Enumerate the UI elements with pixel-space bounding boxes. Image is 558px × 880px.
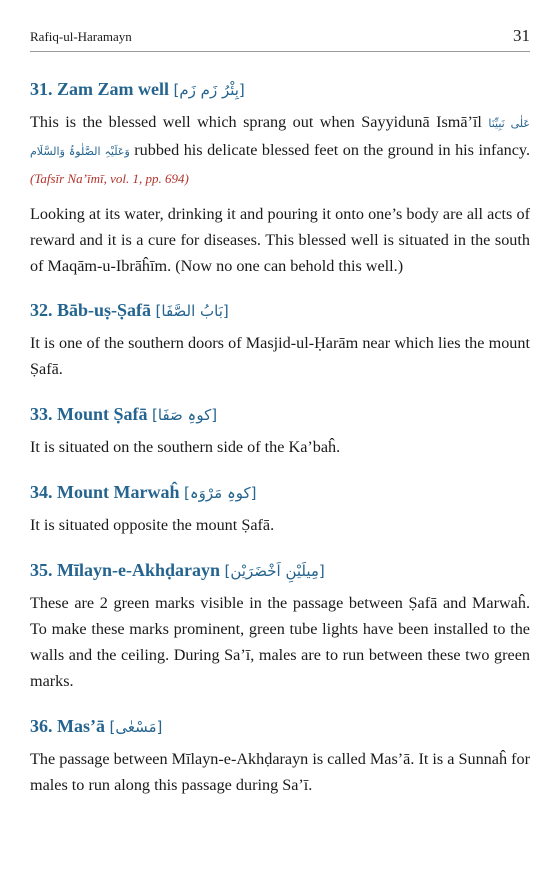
citation: (Tafsīr Na’īmī, vol. 1, pp. 694) bbox=[30, 171, 189, 186]
heading-arabic: [کوہِ صَفَا] bbox=[152, 406, 218, 424]
section-heading bbox=[30, 299, 530, 322]
section-heading bbox=[30, 78, 530, 101]
section-paragraph: The passage between Mīlayn-e-Akhḍarayn is called Mas’ā. It is a Sunnaĥ for males to run along this passage during Sa’ī. bbox=[30, 750, 530, 794]
heading-text: 35. Mīlayn-e-Akhḍarayn bbox=[30, 560, 225, 580]
paragraph-text: This is the blessed well which sprang out when Sayyidunā Ismā’īl bbox=[30, 113, 489, 131]
section-paragraph: Looking at its water, drinking it and pouring it onto one’s body are all acts of reward and it is a cure for diseases. This blessed well is situated in the south of Maqām-u-Ibrāĥīm. (Now no one can behold this well.) bbox=[30, 205, 530, 275]
heading-arabic: [مِیلَیْنِ اَخْضَرَیْن] bbox=[224, 562, 325, 580]
section-mount-safa bbox=[30, 403, 530, 460]
section-paragraph: It is situated opposite the mount Ṣafā. bbox=[30, 516, 275, 534]
heading-text: 32. Bāb-uṣ-Ṣafā bbox=[30, 300, 156, 320]
heading-text: 31. Zam Zam well bbox=[30, 79, 174, 99]
page-content bbox=[30, 78, 530, 798]
heading-arabic: [بِئْرُ زَم زَم] bbox=[173, 81, 245, 99]
running-header bbox=[30, 26, 530, 46]
heading-arabic: [بَابُ الصَّفَا] bbox=[155, 302, 229, 320]
section-paragraph bbox=[30, 109, 530, 192]
section-milayn-e-akhdarayn bbox=[30, 559, 530, 694]
section-heading bbox=[30, 715, 530, 738]
heading-arabic: [مَسْعٰی] bbox=[109, 718, 163, 736]
section-paragraph: It is one of the southern doors of Masjid-ul-Ḥarām near which lies the mount Ṣafā. bbox=[30, 334, 530, 378]
section-masa bbox=[30, 715, 530, 798]
section-paragraph: These are 2 green marks visible in the passage between Ṣafā and Marwaĥ. To make these marks prominent, green tube lights have been installed to the walls and the ceiling. During Sa’ī, males are to run between these two green marks. bbox=[30, 594, 530, 690]
section-bab-us-safa bbox=[30, 299, 530, 382]
section-mount-marwah bbox=[30, 481, 530, 538]
heading-arabic: [کوہِ مَرْوَہ] bbox=[184, 484, 257, 502]
section-zam-zam-well bbox=[30, 78, 530, 279]
section-heading bbox=[30, 403, 530, 426]
section-heading bbox=[30, 481, 530, 504]
heading-text: 34. Mount Marwaĥ bbox=[30, 482, 184, 502]
honorific-text: عَلٰی نَبِیِّنَا وَعَلَیْہِ الصَّلٰوۃُ وَالسَّلَام bbox=[30, 117, 530, 158]
paragraph-text: rubbed his delicate blessed feet on the ground in his infancy. bbox=[129, 141, 530, 159]
section-heading bbox=[30, 559, 530, 582]
section-paragraph: It is situated on the southern side of the Ka’baĥ. bbox=[30, 438, 341, 456]
heading-text: 33. Mount Ṣafā bbox=[30, 404, 153, 424]
book-title: Rafiq-ul-Haramayn bbox=[30, 29, 132, 44]
heading-text: 36. Mas’ā bbox=[30, 716, 110, 736]
header-rule bbox=[30, 51, 530, 52]
page-number: 31 bbox=[513, 26, 530, 45]
